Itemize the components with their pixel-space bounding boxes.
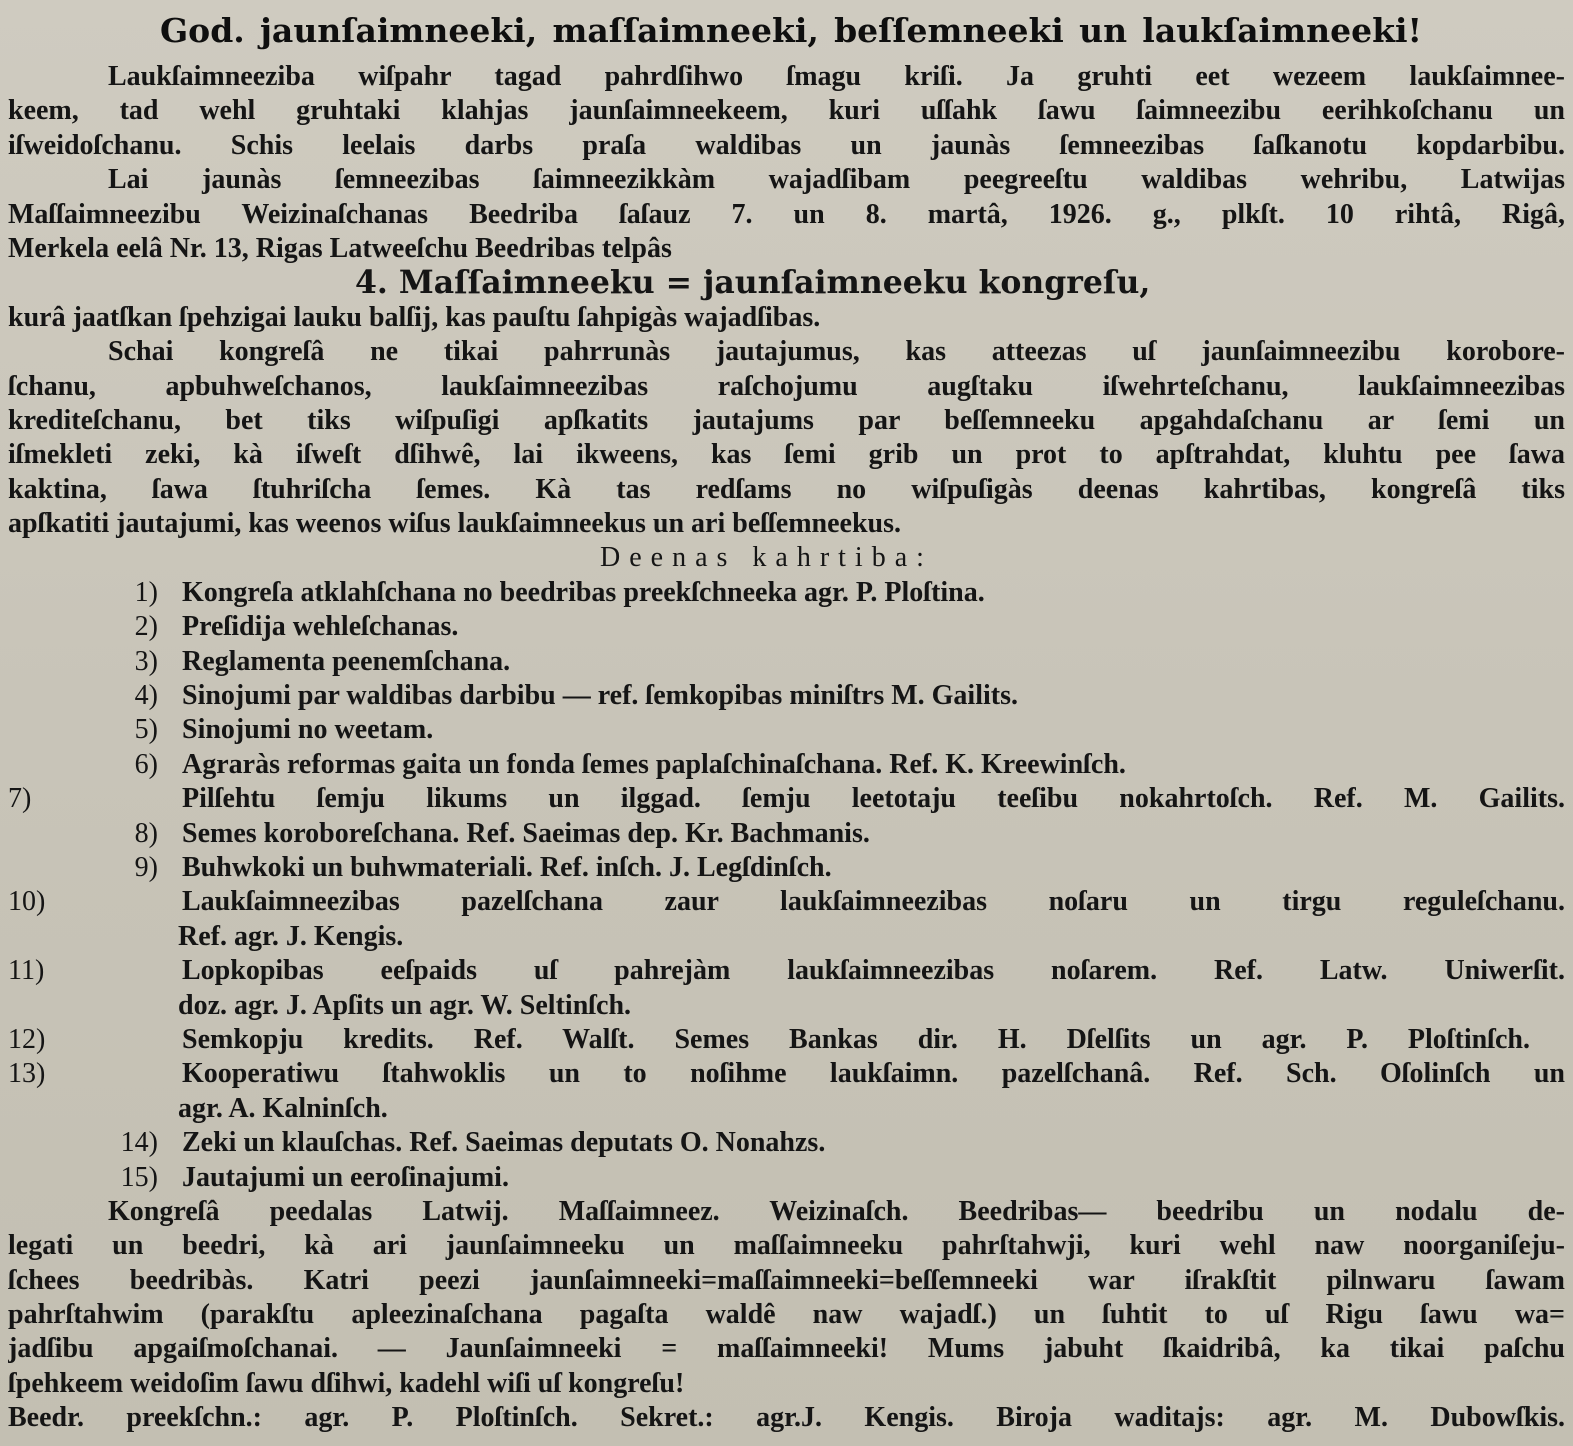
- agenda-item-number: 13): [8, 1058, 46, 1090]
- closing-line: jadſibu apgaiſmoſchanai. — Jaunſaimneeki = maſſaimneeki! Mums jabuht ſkaidribâ, ka tikai paſchu: [8, 1333, 1565, 1365]
- agenda-item: [8, 1023, 1565, 1057]
- agenda-item: [8, 645, 1565, 679]
- agenda-item-number: 9): [134, 851, 158, 883]
- topics-line: krediteſchanu, bet tiks wiſpuſigi apſkatits jautajums par beſſemneeku apgahdaſchanu ar ſemi un: [8, 404, 1565, 436]
- agenda-item-text: Semkopju kredits. Ref. Walſt. Semes Bankas dir. H. Dſelſits un agr. P. Ploſtinſch.: [182, 1023, 1530, 1055]
- topics-line: apſkatiti jautajumi, kas weenos wiſus laukſaimneekus un ari beſſemneekus.: [8, 508, 902, 540]
- intro-line: Merkela eelâ Nr. 13, Rigas Latweeſchu Beedribas telpâs: [8, 232, 672, 264]
- agenda-item-text: Kooperatiwu ſtahwoklis un to noſihme laukſaimn. pazelſchanâ. Ref. Sch. Oſolinſch un: [182, 1058, 1565, 1090]
- article-body: [8, 60, 1565, 1436]
- agenda-item: [8, 576, 1565, 610]
- agenda-item: [8, 1161, 1565, 1195]
- intro-line: Laukſaimneeziba wiſpahr tagad pahrdſihwo ſmagu kriſi. Ja gruhti eet wezeem laukſaimnee-: [108, 61, 1565, 92]
- agenda-item-number: 5): [134, 714, 158, 746]
- agenda-item-text: Agraràs reformas gaita un fonda ſemes paplaſchinaſchana. Ref. K. Kreewinſch.: [182, 748, 1126, 780]
- agenda-item-text: Laukſaimneezibas pazelſchana zaur laukſaimneezibas noſaru un tirgu reguleſchanu.: [182, 886, 1565, 918]
- agenda-item-text: Buhwkoki un buhwmateriali. Ref. inſch. J. Legſdinſch.: [182, 851, 832, 883]
- agenda-item-text: Reglamenta peenemſchana.: [182, 645, 511, 677]
- agenda-item-number: 15): [120, 1161, 158, 1193]
- agenda-item-number: 4): [134, 680, 158, 712]
- closing-line: ſpehkeem weidoſim ſawu dſihwi, kadehl wiſi uſ kongreſu!: [8, 1367, 685, 1399]
- agenda-item: [8, 610, 1565, 644]
- agenda-item-text: Jautajumi un eeroſinajumi.: [182, 1161, 509, 1193]
- agenda-item-text: Sinojumi par waldibas darbibu — ref. ſemkopibas miniſtrs M. Gailits.: [182, 680, 1018, 712]
- agenda-item: [8, 782, 1565, 816]
- topics-line: Schai kongreſâ ne tikai pahrrunàs jautajumus, kas atteezas uſ jaunſaimneezibu korobore-: [108, 336, 1565, 368]
- agenda-item-continuation: doz. agr. J. Apſits un agr. W. Seltinſch.: [178, 989, 632, 1021]
- agenda-item-number: 8): [134, 817, 158, 849]
- agenda-item: [8, 748, 1565, 782]
- agenda-item-number: 12): [8, 1023, 46, 1055]
- closing-line: legati un beedri, kà ari jaunſaimneeku un maſſaimneeku pahrſtahwji, kuri wehl naw noorganiſeju-: [8, 1230, 1565, 1262]
- agenda-item-number: 2): [134, 611, 158, 643]
- agenda-item: [8, 1126, 1565, 1160]
- agenda-item-number: 11): [8, 955, 45, 987]
- agenda-item: [8, 1057, 1565, 1091]
- topics-line: ſchanu, apbuhweſchanos, laukſaimneezibas raſchojumu augſtaku iſwehrteſchanu, laukſaimneezibas: [8, 370, 1565, 402]
- congress-line: kurâ jaatſkan ſpehzigai lauku balſij, kas pauſtu ſahpigàs wajadſibas.: [8, 301, 821, 333]
- signatures-line: Beedr. preekſchn.: agr. P. Ploſtinſch. Sekret.: agr.J. Kengis. Biroja waditajs: agr. M. Dubowſkis.: [8, 1402, 1565, 1434]
- agenda-item: [8, 817, 1565, 851]
- agenda-item-text: Sinojumi no weetam.: [182, 714, 434, 746]
- agenda-item: [8, 713, 1565, 747]
- agenda-item-text: Preſidija wehleſchanas.: [182, 611, 459, 643]
- agenda-item-number: 14): [120, 1127, 158, 1159]
- agenda-item-number: 1): [134, 576, 158, 608]
- agenda-heading: Deenas kahrtiba:: [600, 542, 933, 574]
- intro-line: Lai jaunàs ſemneezibas ſaimneezikkàm wajadſibam peegreeſtu waldibas wehribu, Latwijas: [108, 164, 1565, 196]
- agenda-item-text: Pilſehtu ſemju likums un ilggad. ſemju leetotaju teeſibu nokahrtoſch. Ref. M. Gailits.: [182, 783, 1565, 815]
- closing-line: Kongreſâ peedalas Latwij. Maſſaimneez. Weizinaſch. Beedribas— beedribu un nodalu de-: [108, 1195, 1565, 1227]
- intro-line: keem, tad wehl gruhtaki klahjas jaunſaimneekeem, kuri uſſahk ſawu ſaimneezibu eerihkoſchanu un: [8, 95, 1565, 127]
- agenda-item-text: Lopkopibas eeſpaids uſ pahrejàm laukſaimneezibas noſarem. Ref. Latw. Uniwerſit.: [182, 955, 1565, 987]
- agenda-item-text: Semes koroboreſchana. Ref. Saeimas dep. Kr. Bachmanis.: [182, 817, 870, 849]
- agenda-item-number: 7): [8, 783, 32, 815]
- agenda-item-text: Zeki un klauſchas. Ref. Saeimas deputats O. Nonahzs.: [182, 1127, 826, 1159]
- agenda-item-continuation: agr. A. Kalninſch.: [178, 1092, 388, 1124]
- closing-line: pahrſtahwim (parakſtu apleezinaſchana pagaſta waldê naw wajadſ.) un ſuhtit to uſ Rigu ſawu wa=: [8, 1299, 1565, 1331]
- agenda-item: [8, 954, 1565, 988]
- agenda-item-continuation: Ref. agr. J. Kengis.: [178, 920, 404, 952]
- topics-line: kaktina, ſawa ſtuhriſcha ſemes. Kà tas redſams no wiſpuſigàs deenas kahrtibas, kongreſâ tiks: [8, 473, 1565, 505]
- agenda-item-number: 6): [134, 748, 158, 780]
- agenda-item: [8, 851, 1565, 885]
- closing-line: ſchees beedribàs. Katri peezi jaunſaimneeki=maſſaimneeki=beſſemneeki war iſrakſtit pilnwaru ſawam: [8, 1264, 1565, 1296]
- agenda-item: [8, 885, 1565, 919]
- agenda-item-text: Kongreſa atklahſchana no beedribas preekſchneeka agr. P. Ploſtina.: [182, 576, 985, 608]
- intro-line: iſweidoſchanu. Schis leelais darbs praſa waldibas un jaunàs ſemneezibas ſaſkanotu kopdarbibu.: [8, 129, 1565, 161]
- congress-heading: 4. Maſſaimneeku = jaunſaimneeku kongreſu,: [355, 266, 1151, 301]
- agenda-item-number: 3): [134, 645, 158, 677]
- topics-line: iſmekleti zeki, kà iſweſt dſihwê, lai ikweens, kas ſemi grib un prot to apſtrahdat, kluhtu pee ſawa: [8, 439, 1565, 471]
- agenda-item-number: 10): [8, 886, 46, 918]
- agenda-item: [8, 679, 1565, 713]
- intro-line: Maſſaimneezibu Weizinaſchanas Beedriba ſaſauz 7. un 8. martâ, 1926. g., plkſt. 10 rihtâ, Rigâ,: [8, 198, 1565, 230]
- headline: God. jaunſaimneeki, maſſaimneeki, beſſemneeki un laukſaimneeki!: [160, 11, 1422, 50]
